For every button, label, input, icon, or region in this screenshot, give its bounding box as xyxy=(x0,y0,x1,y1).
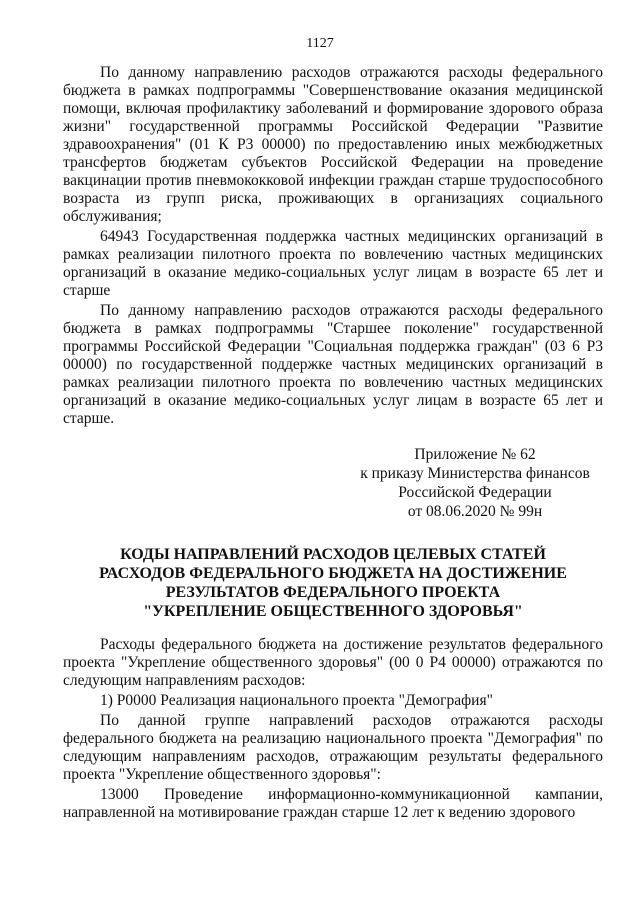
page-number: 1127 xyxy=(306,36,334,51)
bottom-text-block xyxy=(63,636,603,822)
heading-line-3: РЕЗУЛЬТАТОВ ФЕДЕРАЛЬНОГО ПРОЕКТА xyxy=(165,584,501,601)
paragraph-code-64943: 64943 Государственная поддержка частных медицинских организаций в рамках реализации пилотного проекта по вовлечению частных медицинских организаций в оказание медико-социальных услуг лицам в возрасте 65 лет и старше xyxy=(63,228,603,299)
appendix-country: Российской Федерации xyxy=(398,484,552,501)
appendix-date: от 08.06.2020 № 99н xyxy=(407,503,543,520)
paragraph-group-directions: По данной группе направлений расходов отражаются расходы федерального бюджета на реализацию национального проекта "Демография" по следующим направлениям расходов, отражающим результаты федерального проекта "Укрепление общественного здоровья": xyxy=(63,712,603,783)
heading-line-4: "УКРЕПЛЕНИЕ ОБЩЕСТВЕННОГО ЗДОРОВЬЯ" xyxy=(143,603,523,620)
paragraph-p0000-demography: 1) Р0000 Реализация национального проекта "Демография" xyxy=(100,692,493,709)
appendix-order: к приказу Министерства финансов xyxy=(360,465,590,482)
paragraph-federal-budget-vaccination: По данному направлению расходов отражаются расходы федерального бюджета в рамках подпрограммы "Совершенствование оказания медицинской помощи, включая профилактику заболеваний и формирование здорового образа жизни" государственной программы Российской Федерации "Развитие здравоохранения" (01 К Р3 00000) по предоставлению иных межбюджетных трансфертов бюджетам субъектов Российской Федерации на проведение вакцинации против пневмококковой инфекции граждан старше трудоспособного возраста из групп риска, проживающих в организациях социального обслуживания; xyxy=(63,64,603,225)
appendix-reference xyxy=(330,445,620,521)
top-text-block xyxy=(63,64,603,428)
heading-line-2: РАСХОДОВ ФЕДЕРАЛЬНОГО БЮДЖЕТА НА ДОСТИЖЕНИЕ xyxy=(99,565,567,582)
paragraph-code-13000: 13000 Проведение информационно-коммуникационной кампании, направленной на мотивирование граждан старше 12 лет к ведению здорового xyxy=(63,786,603,821)
appendix-number: Приложение № 62 xyxy=(414,446,536,463)
section-heading xyxy=(63,545,603,621)
paragraph-project-expenses: Расходы федерального бюджета на достижение результатов федерального проекта "Укрепление общественного здоровья" (00 0 Р4 00000) отражаются по следующим направлениям расходов: xyxy=(63,636,603,689)
paragraph-older-generation: По данному направлению расходов отражаются расходы федерального бюджета в рамках подпрограммы "Старшее поколение" государственной программы Российской Федерации "Социальная поддержка граждан" (03 6 Р3 00000) по государственной поддержке частных медицинских организаций в рамках реализации пилотного проекта по вовлечению частных медицинских организаций в оказание медико-социальных услуг лицам в возрасте 65 лет и старше. xyxy=(63,302,603,427)
heading-line-1: КОДЫ НАПРАВЛЕНИЙ РАСХОДОВ ЦЕЛЕВЫХ СТАТЕЙ xyxy=(120,546,546,563)
